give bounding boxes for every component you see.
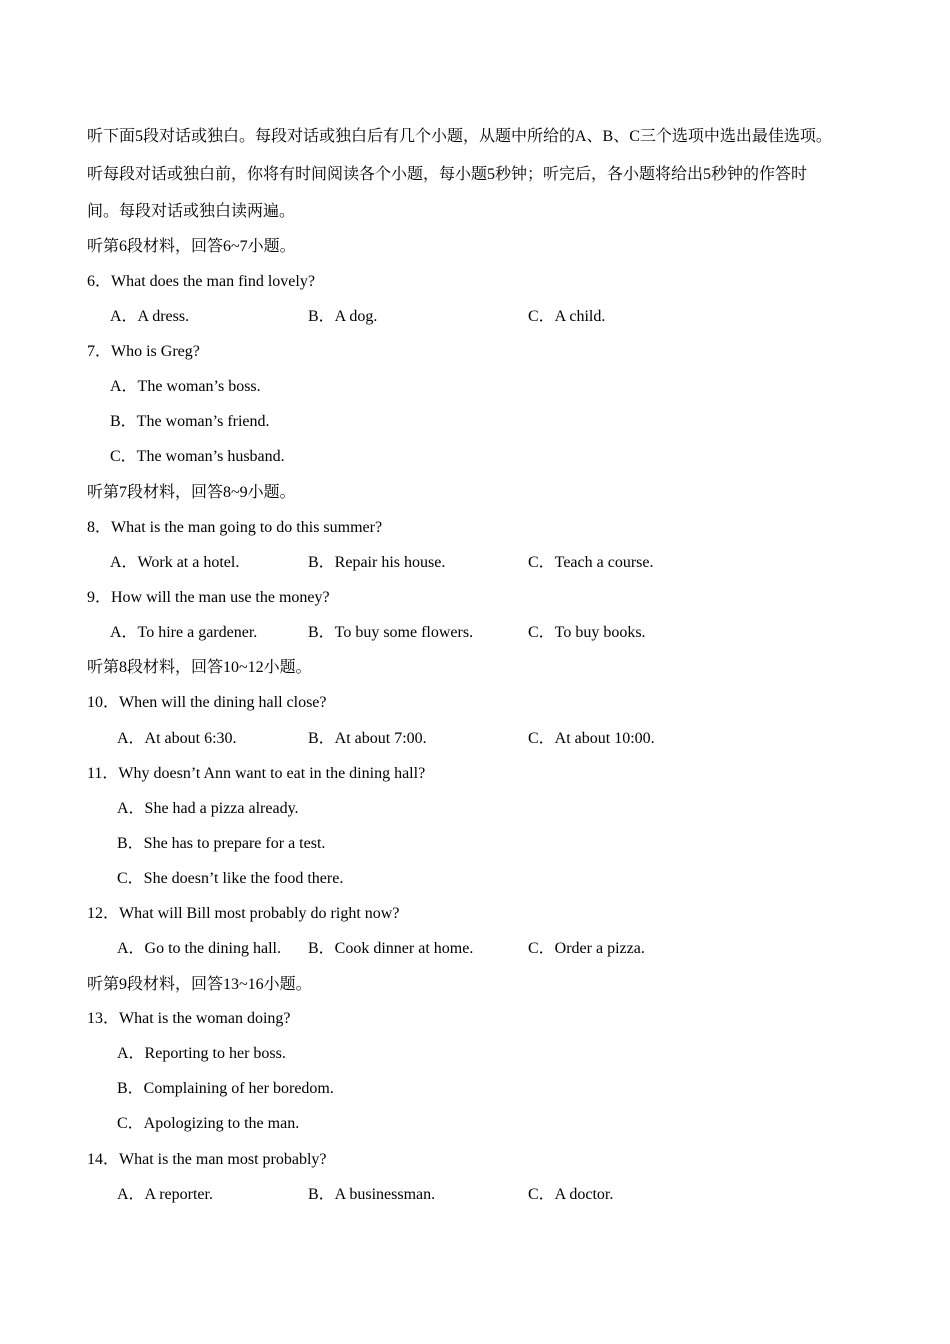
option-a[interactable]: A．The woman’s boss. bbox=[110, 378, 261, 395]
option-b[interactable]: B．Cook dinner at home. bbox=[308, 940, 474, 957]
section-heading: 听第9段材料，回答13~16小题。 bbox=[87, 976, 312, 993]
option-c[interactable]: C．A doctor. bbox=[528, 1186, 614, 1203]
question-stem: 12．What will Bill most probably do right now? bbox=[87, 905, 400, 922]
option-a[interactable]: A．At about 6:30. bbox=[117, 730, 237, 747]
option-a[interactable]: A．Work at a hotel. bbox=[110, 554, 240, 571]
option-a[interactable]: A．Reporting to her boss. bbox=[117, 1045, 286, 1062]
option-a[interactable]: A．A reporter. bbox=[117, 1186, 213, 1203]
option-c[interactable]: C．The woman’s husband. bbox=[110, 448, 285, 465]
option-c[interactable]: C．She doesn’t like the food there. bbox=[117, 870, 344, 887]
option-c[interactable]: C．To buy books. bbox=[528, 624, 646, 641]
option-b[interactable]: B．To buy some flowers. bbox=[308, 624, 474, 641]
option-a[interactable]: A．She had a pizza already. bbox=[117, 800, 299, 817]
option-b[interactable]: B．Repair his house. bbox=[308, 554, 446, 571]
option-c[interactable]: C．Apologizing to the man. bbox=[117, 1115, 300, 1132]
option-c[interactable]: C．At about 10:00. bbox=[528, 730, 655, 747]
question-stem: 6．What does the man find lovely? bbox=[87, 273, 315, 290]
section-heading: 听第7段材料，回答8~9小题。 bbox=[87, 484, 296, 501]
option-b[interactable]: B．She has to prepare for a test. bbox=[117, 835, 326, 852]
option-a[interactable]: A．To hire a gardener. bbox=[110, 624, 258, 641]
option-b[interactable]: B．A dog. bbox=[308, 308, 378, 325]
section-heading: 听第8段材料，回答10~12小题。 bbox=[87, 659, 312, 676]
instructions-line-2: 听每段对话或独白前，你将有时间阅读各个小题，每小题5秒钟；听完后，各小题将给出5秒钟的作答时 bbox=[87, 166, 808, 183]
option-c[interactable]: C．A child. bbox=[528, 308, 606, 325]
question-stem: 10．When will the dining hall close? bbox=[87, 694, 327, 711]
option-c[interactable]: C．Order a pizza. bbox=[528, 940, 645, 957]
option-b[interactable]: B．At about 7:00. bbox=[308, 730, 427, 747]
instructions-line-3: 间。每段对话或独白读两遍。 bbox=[87, 203, 296, 220]
option-b[interactable]: B．Complaining of her boredom. bbox=[117, 1080, 334, 1097]
instructions-line-1: 听下面5段对话或独白。每段对话或独白后有几个小题，从题中所给的A、B、C三个选项中选出最佳选项。 bbox=[87, 128, 832, 145]
question-stem: 9．How will the man use the money? bbox=[87, 589, 330, 606]
option-b[interactable]: B．A businessman. bbox=[308, 1186, 436, 1203]
question-stem: 14．What is the man most probably? bbox=[87, 1151, 327, 1168]
option-c[interactable]: C．Teach a course. bbox=[528, 554, 654, 571]
option-a[interactable]: A．A dress. bbox=[110, 308, 190, 325]
option-b[interactable]: B．The woman’s friend. bbox=[110, 413, 270, 430]
question-stem: 11．Why doesn’t Ann want to eat in the dining hall? bbox=[87, 765, 426, 782]
question-stem: 13．What is the woman doing? bbox=[87, 1010, 291, 1027]
option-a[interactable]: A．Go to the dining hall. bbox=[117, 940, 281, 957]
question-stem: 8．What is the man going to do this summer? bbox=[87, 519, 383, 536]
question-stem: 7．Who is Greg? bbox=[87, 343, 200, 360]
section-heading: 听第6段材料，回答6~7小题。 bbox=[87, 238, 296, 255]
